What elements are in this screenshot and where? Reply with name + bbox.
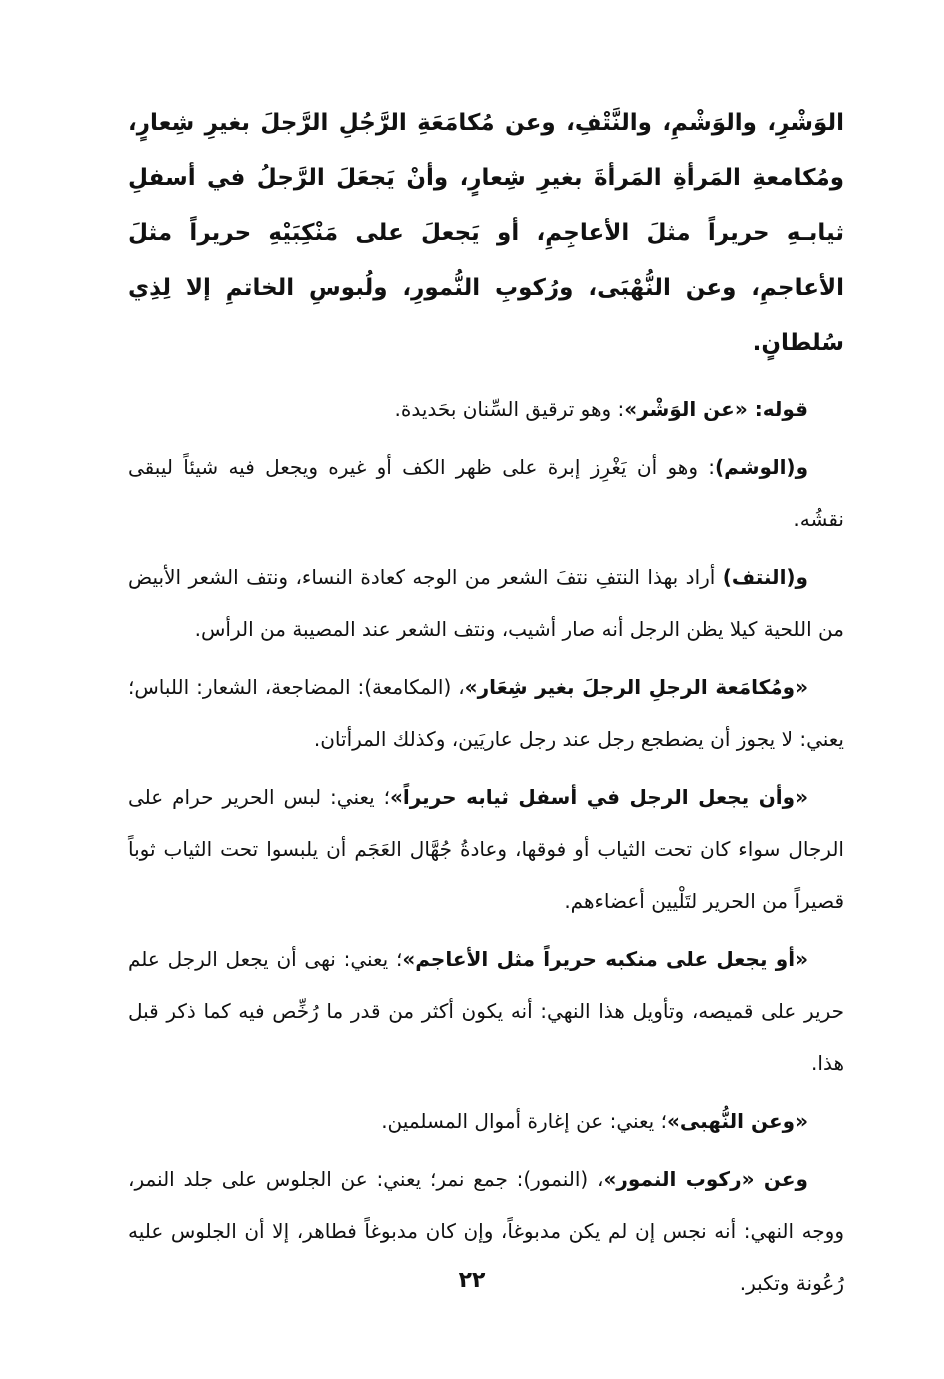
commentary-text: : وهو أن يَغْرِز إبرة على ظهر الكف أو غيره ويجعل فيه شيئاً ليبقى نقشُه. — [128, 455, 844, 531]
commentary-lead: و(النتف) — [722, 565, 808, 589]
commentary-text: ؛ يعني: عن إغارة أموال المسلمين. — [381, 1109, 667, 1133]
commentary-nuhba — [128, 1095, 844, 1147]
commentary-text: ؛ يعني: نهى أن يجعل الرجل علم حرير على قميصه، وتأويل هذا النهي: أنه يكون أكثر من قدر ما رُخِّص فيه كما ذكر قبل هذا. — [128, 947, 844, 1075]
page-content — [128, 96, 844, 1315]
commentary-lead: وعن «ركوب النمور» — [603, 1167, 808, 1191]
commentary-lead: و(الوشم) — [715, 455, 808, 479]
commentary-wash — [128, 383, 844, 435]
commentary-lead: «وأن يجعل الرجل في أسفل ثيابه حريراً» — [389, 785, 808, 809]
commentary-lead: قوله: «عن الوَشْر» — [624, 397, 808, 421]
commentary-washm — [128, 441, 844, 545]
page-number: ٢٢ — [458, 1268, 486, 1293]
commentary-text: أراد بهذا النتفِ نتفَ الشعر من الوجه كعادة النساء، ونتف الشعر الأبيض من اللحية كيلا يظن الرجل أنه صار أشيب، ونتف الشعر عند المصيبة من الرأس. — [128, 565, 844, 641]
commentary-text: ، (النمور): جمع نمر؛ يعني: عن الجلوس على جلد النمر، ووجه النهي: أنه نجس إن لم يكن مدبوغاً، وإن كان مدبوغاً فطاهر، إلا أن الجلوس عليه رُعُونة وتكبر. — [128, 1167, 844, 1295]
commentary-natf — [128, 551, 844, 655]
hadith-text: الوَشْرِ، والوَشْمِ، والنَّتْفِ، وعن مُكامَعَةِ الرَّجُلِ الرَّجلَ بغيرِ شِعارٍ، ومُكامعةِ المَرأةِ المَرأةَ بغيرِ شِعارٍ، وأنْ يَجعَلَ الرَّجلُ في أسفلِ ثيابـهِ حريراً مثلَ الأعاجِمِ، أو يَجعلَ على مَنْكِبَيْهِ حريراً مثلَ الأعاجمِ، وعن النُّهْبَى، ورُكوبِ النُّمورِ، ولُبوسِ الخاتمِ إلا لِذِي سُلطانٍ. — [128, 110, 844, 356]
commentary-lead: «أو يجعل على منكبه حريراً مثل الأعاجم» — [402, 947, 808, 971]
commentary-text: : وهو ترقيق السِّنان بحَديدة. — [394, 397, 625, 421]
commentary-silk-shoulder — [128, 933, 844, 1089]
commentary-mukamaa — [128, 661, 844, 765]
commentary-text: ؛ يعني: لبس الحرير حرام على الرجال سواء كان تحت الثياب أو فوقها، وعادةُ جُهَّال العَجَم أن يلبسوا تحت الثياب ثوباً قصيراً من الحرير لتَلْيين أعضاءهم. — [128, 785, 844, 913]
commentary-silk-bottom — [128, 771, 844, 927]
commentary-text: ، (المكامعة): المضاجعة، الشعار: اللباس؛ يعني: لا يجوز أن يضطجع رجل عند رجل عاريَين، وكذلك المرأتان. — [128, 675, 844, 751]
commentary-lead: «وعن النُّهبى» — [666, 1109, 808, 1133]
commentary-lead: «ومُكامَعة الرجلِ الرجلَ بغير شِعَار» — [464, 675, 808, 699]
